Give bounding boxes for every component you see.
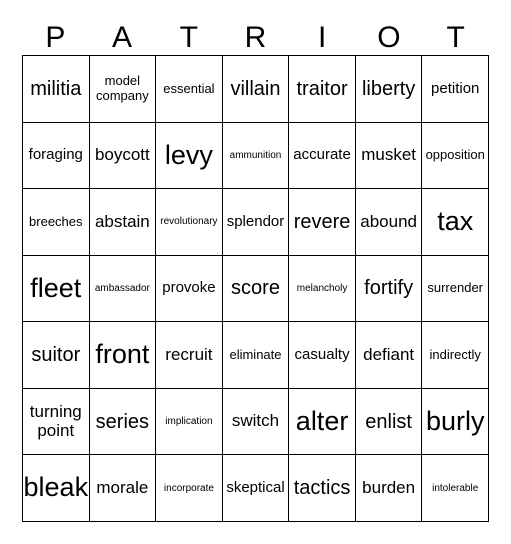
bingo-cell: recruit (156, 322, 223, 389)
bingo-cell: series (90, 389, 157, 456)
header-letter-i: I (318, 21, 327, 54)
bingo-cell: score (223, 256, 290, 323)
bingo-cell: liberty (356, 56, 423, 123)
bingo-cell: opposition (422, 123, 489, 190)
bingo-cell: revolutionary (156, 189, 223, 256)
bingo-cell: breeches (23, 189, 90, 256)
header-letter-t: T (179, 21, 198, 54)
bingo-cell: incorporate (156, 455, 223, 522)
bingo-cell: ammunition (223, 123, 290, 190)
bingo-cell: boycott (90, 123, 157, 190)
bingo-cell: eliminate (223, 322, 290, 389)
bingo-cell: abound (356, 189, 423, 256)
bingo-cell: casualty (289, 322, 356, 389)
bingo-cell: surrender (422, 256, 489, 323)
bingo-cell: tactics (289, 455, 356, 522)
bingo-cell: traitor (289, 56, 356, 123)
bingo-cell: tax (422, 189, 489, 256)
bingo-cell: front (90, 322, 157, 389)
bingo-header (22, 18, 489, 58)
bingo-cell: melancholy (289, 256, 356, 323)
bingo-cell: foraging (23, 123, 90, 190)
bingo-cell: alter (289, 389, 356, 456)
bingo-cell: fleet (23, 256, 90, 323)
bingo-cell: suitor (23, 322, 90, 389)
header-letter-r: R (244, 21, 267, 54)
bingo-cell: enlist (356, 389, 423, 456)
header-letter-a: A (112, 21, 133, 54)
bingo-cell: defiant (356, 322, 423, 389)
bingo-cell: switch (223, 389, 290, 456)
bingo-cell: petition (422, 56, 489, 123)
bingo-cell: indirectly (422, 322, 489, 389)
bingo-cell: model company (90, 56, 157, 123)
bingo-cell: revere (289, 189, 356, 256)
bingo-cell: morale (90, 455, 157, 522)
bingo-cell: burly (422, 389, 489, 456)
bingo-cell: militia (23, 56, 90, 123)
bingo-cell: levy (156, 123, 223, 190)
bingo-cell: turning point (23, 389, 90, 456)
bingo-cell: implication (156, 389, 223, 456)
bingo-cell: provoke (156, 256, 223, 323)
header-letter-t2: T (446, 21, 465, 54)
bingo-cell: skeptical (223, 455, 290, 522)
bingo-cell: musket (356, 123, 423, 190)
bingo-cell: villain (223, 56, 290, 123)
bingo-cell: bleak (23, 455, 90, 522)
bingo-cell: fortify (356, 256, 423, 323)
bingo-cell: essential (156, 56, 223, 123)
bingo-grid (22, 55, 489, 522)
bingo-cell: splendor (223, 189, 290, 256)
bingo-cell: ambassador (90, 256, 157, 323)
bingo-cell: burden (356, 455, 423, 522)
bingo-cell: abstain (90, 189, 157, 256)
header-letter-p: P (45, 21, 66, 54)
bingo-cell: accurate (289, 123, 356, 190)
bingo-cell: intolerable (422, 455, 489, 522)
header-letter-o: O (377, 21, 401, 54)
